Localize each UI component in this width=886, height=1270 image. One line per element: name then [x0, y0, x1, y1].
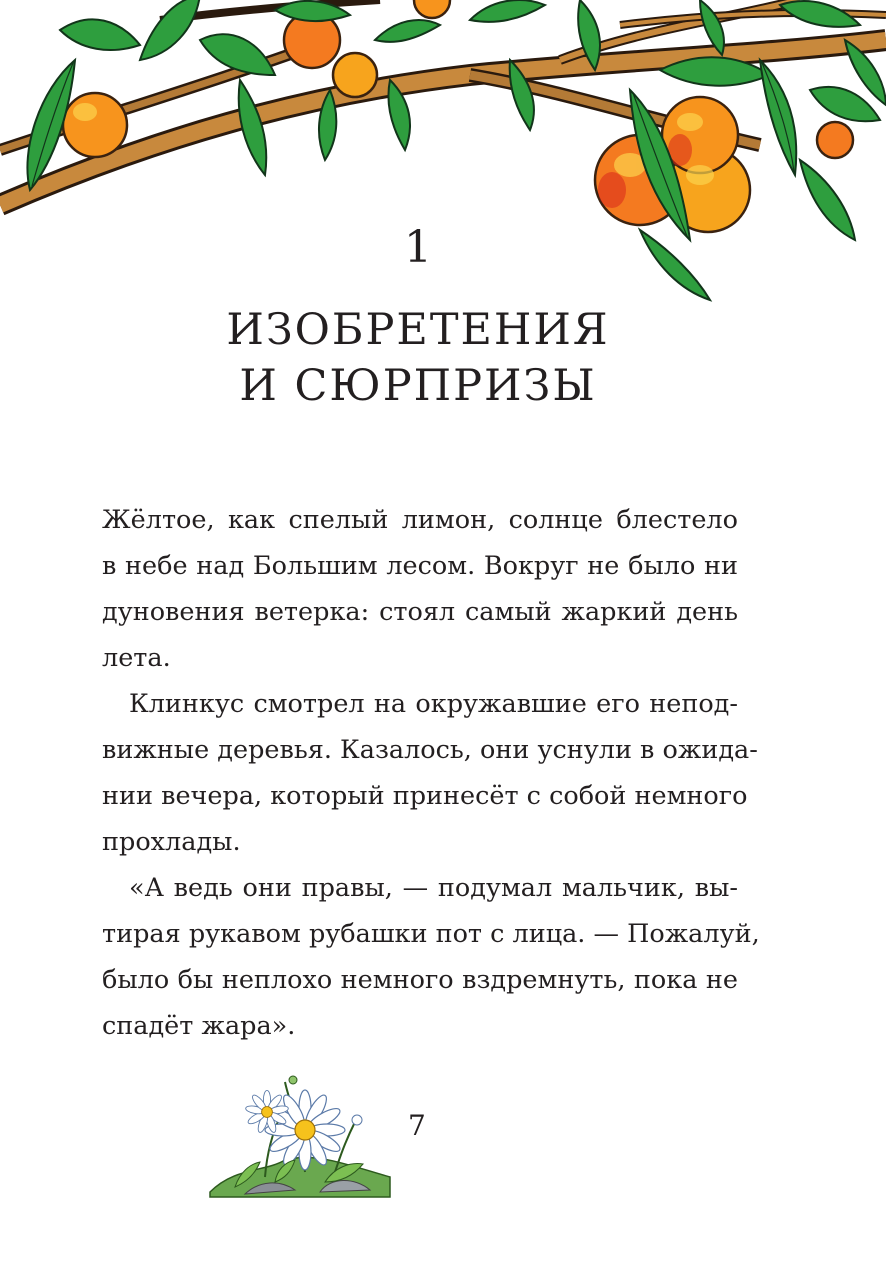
text-line: прохлады.: [102, 827, 241, 857]
chapter-number: 1: [404, 222, 432, 273]
paragraph: [102, 681, 758, 865]
text-line: Жёлтое, как спелый лимон, солнце блестело: [102, 505, 738, 535]
page-number: 7: [408, 1109, 426, 1142]
text-line: было бы неплохо немного вздремнуть, пока не: [102, 965, 738, 995]
text-line: тирая рукавом рубашки пот с лица. — Пожалуй,: [102, 919, 760, 949]
text-line: «А ведь они правы, — подумал мальчик, вы-: [129, 873, 738, 903]
chapter-title-line: И СЮРПРИЗЫ: [239, 361, 597, 411]
text-line: Клинкус смотрел на окружавшие его непод-: [129, 689, 738, 719]
text-line: лета.: [102, 643, 171, 673]
body-text: [102, 497, 760, 1049]
paragraph: [102, 497, 738, 681]
text-line: в небе над Большим лесом. Вокруг не было ни: [102, 551, 738, 581]
daisy-illustration: [205, 1072, 395, 1202]
chapter-title: [0, 302, 836, 414]
text-line: спадёт жара».: [102, 1011, 296, 1041]
text-line: вижные деревья. Казалось, они уснули в ожида-: [102, 735, 758, 765]
chapter-title-line: ИЗОБРЕТЕНИЯ: [226, 305, 610, 355]
text-line: нии вечера, который принесёт с собой немного: [102, 781, 748, 811]
paragraph: [102, 865, 760, 1049]
text-line: дуновения ветерка: стоял самый жаркий день: [102, 597, 738, 627]
